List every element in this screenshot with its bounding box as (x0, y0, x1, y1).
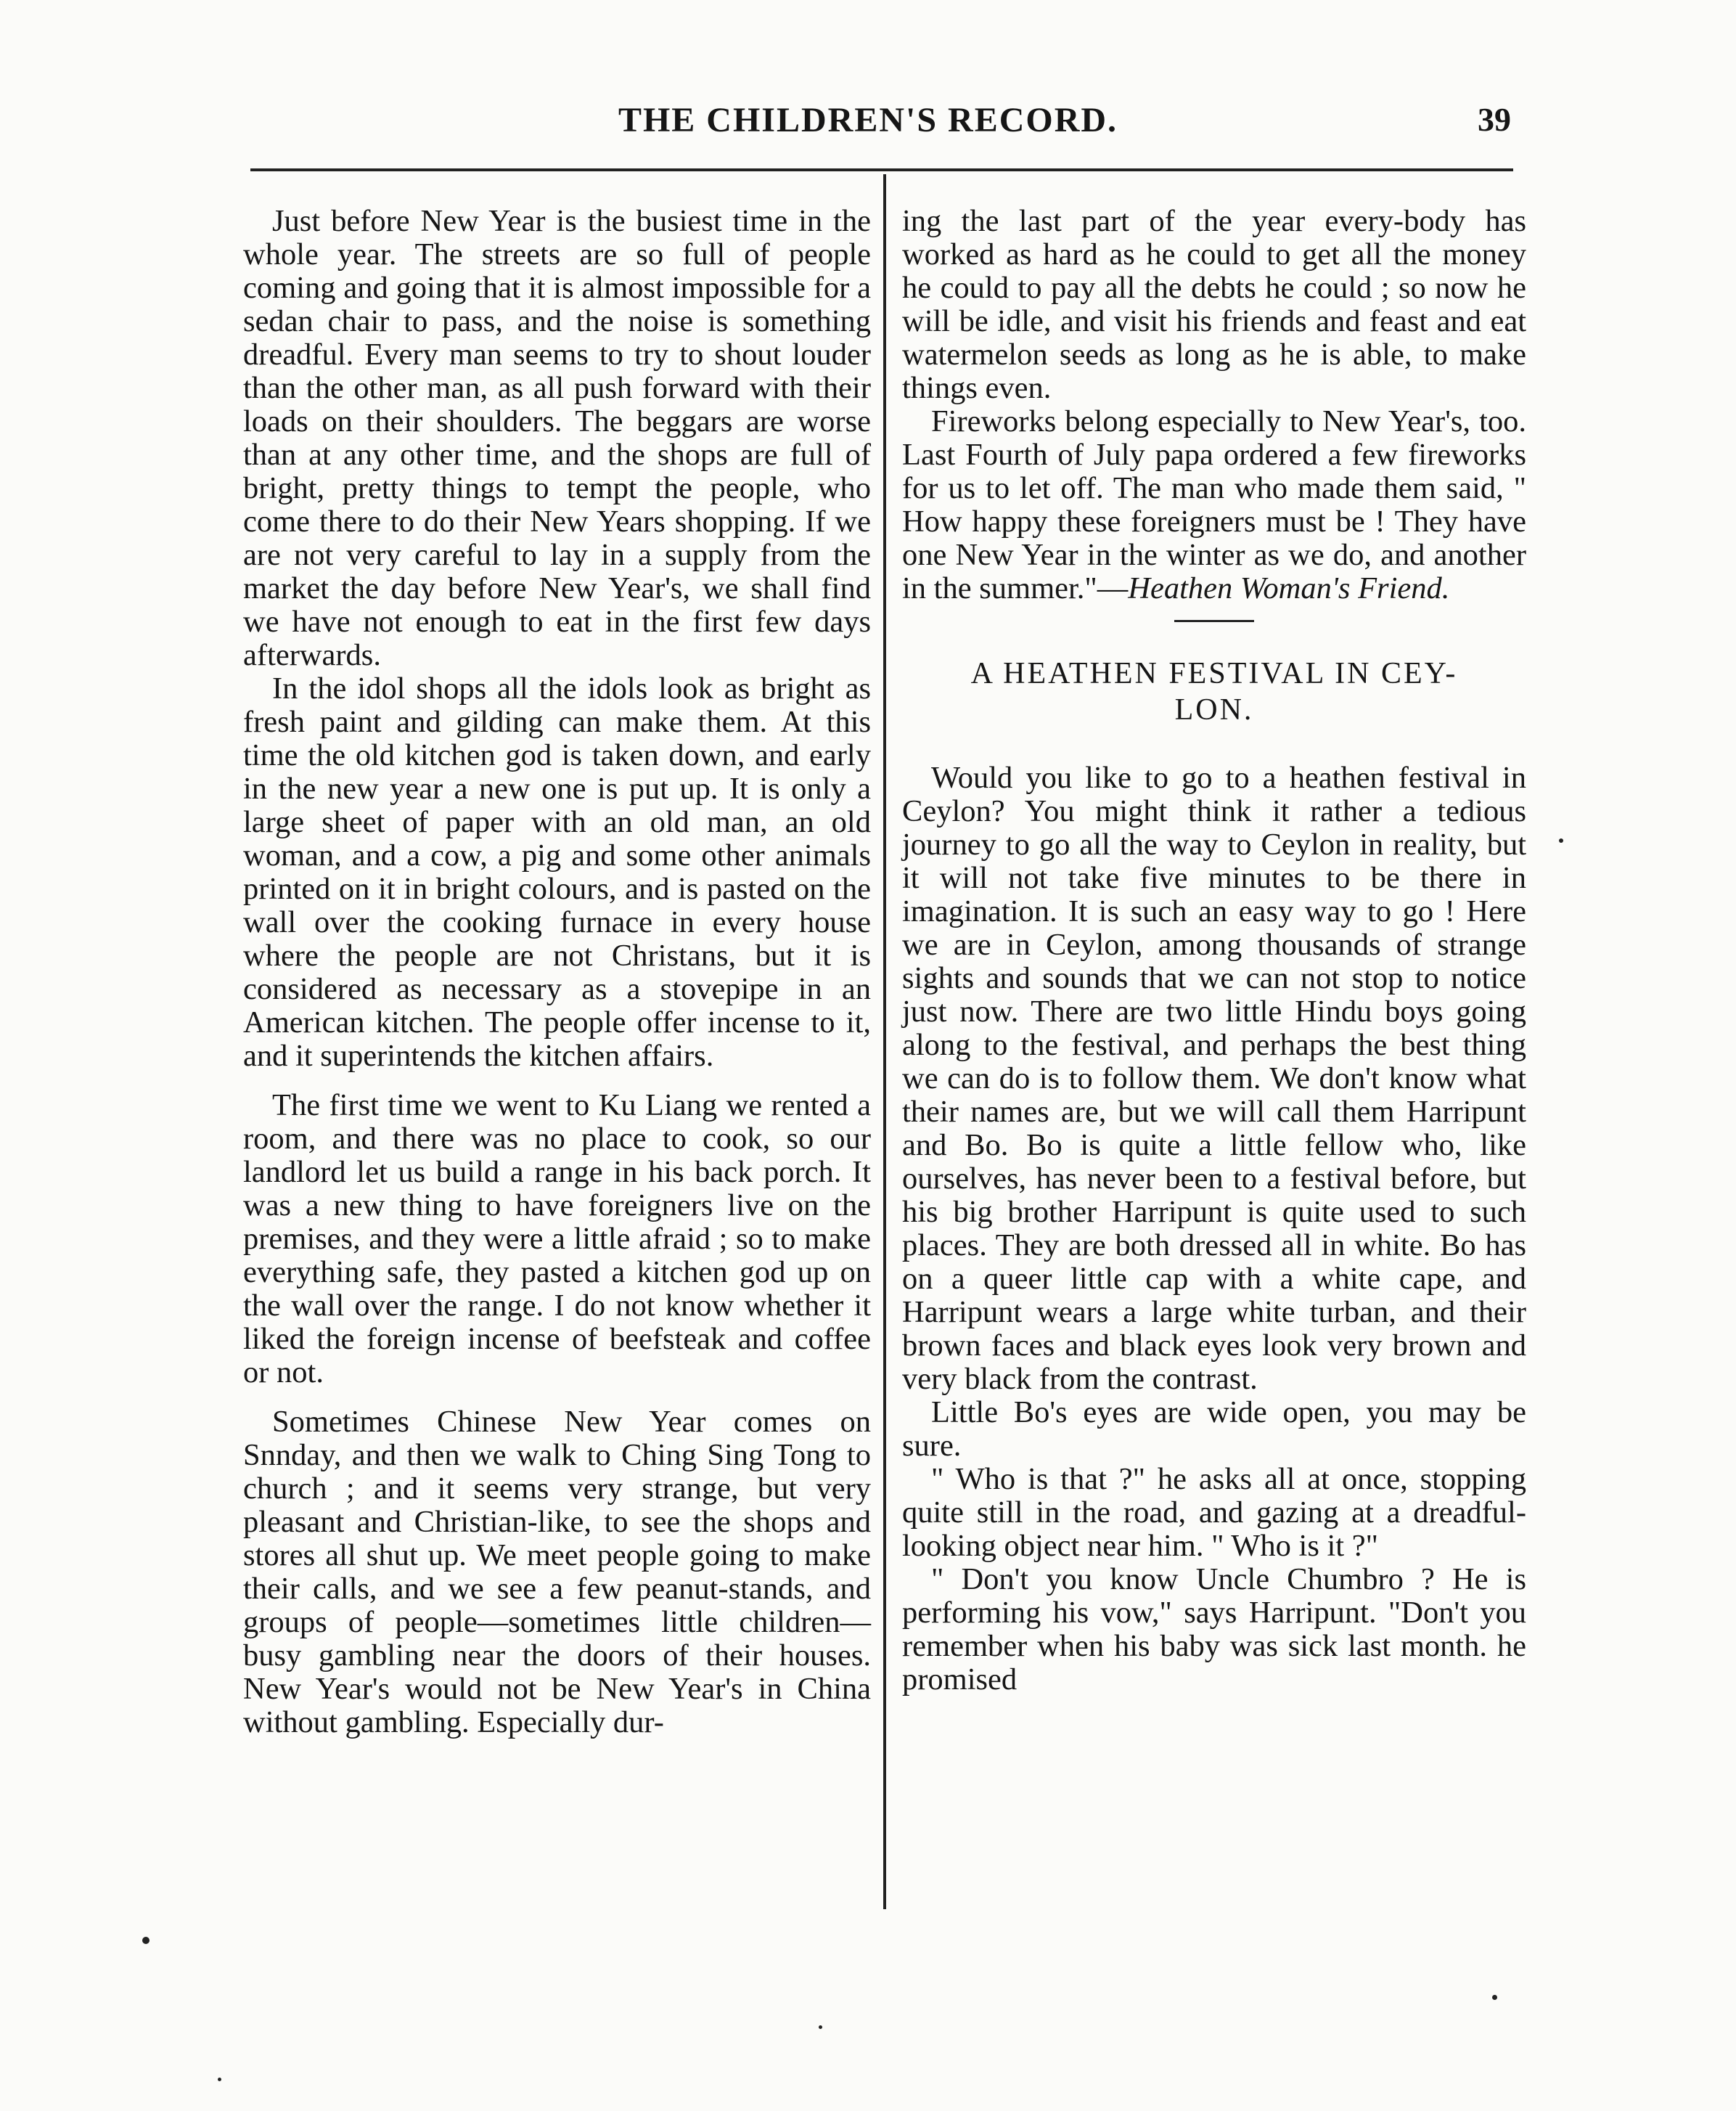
scan-speck (1492, 1995, 1497, 2000)
fireworks-paragraph (902, 405, 1526, 605)
paragraph: Would you like to go to a heathen festival in Ceylon? You might think it rather a tedious journey to go all the way to Ceylon in reality, but it will not take five minutes to be there in imagination. It is such an easy way to go ! Here we are in Ceylon, among thousands of strange sights and sounds that we can not stop to notice just now. There are two little Hindu boys going along to the festival, and perhaps the best thing we can do is to follow them. We don't know what their names are, but we will call them Harripunt and Bo. Bo is quite a little fellow who, like ourselves, has never been to a festival before, but his big brother Harripunt is quite used to such places. They are both dressed all in white. Bo has on a queer little cap with a white cape, and Harripunt wears a large white turban, and their brown faces and black eyes look very brown and very black from the contrast. (902, 761, 1526, 1396)
paragraph: The first time we went to Ku Liang we rented a room, and there was no place to cook, so our landlord let us build a range in his back porch. It was a new thing to have foreigners live on the premises, and they were a little afraid ; so to make everything safe, they pasted a kitchen god up on the wall over the range. I do not know whether it liked the foreign incense of beefsteak and coffee or not. (243, 1088, 871, 1389)
paragraph: Sometimes Chinese New Year comes on Snnday, and then we walk to Ching Sing Tong to church ; and it seems very strange, but very pleasant and Christian-like, to see the shops and stores all shut up. We meet people going to make their calls, and we see a few peanut-stands, and groups of people—sometimes little children—busy gambling near the doors of their houses. New Year's would not be New Year's in China without gambling. Especially dur- (243, 1405, 871, 1739)
column-divider (883, 174, 886, 1909)
scan-speck (218, 2078, 221, 2081)
article-heading (902, 656, 1526, 728)
scan-speck (1559, 838, 1563, 843)
source-byline: Heathen Woman's Friend. (1128, 571, 1450, 605)
right-column (902, 205, 1526, 1696)
scan-speck (819, 2025, 822, 2029)
paragraph: Little Bo's eyes are wide open, you may be sure. (902, 1395, 1526, 1463)
section-rule (1174, 620, 1254, 622)
scan-speck (142, 1937, 150, 1944)
article-heading-line-1: A HEATHEN FESTIVAL IN CEY- (970, 657, 1458, 690)
continuation-paragraph: ing the last part of the year every-body has worked as hard as he could to get all the money he could to pay all the debts he could ; so now he will be idle, and visit his friends and feast and eat watermelon seeds as long as he is able, to make things even. (902, 204, 1526, 405)
paragraph: In the idol shops all the idols look as bright as fresh paint and gilding can make them. At this time the old kitchen god is taken down, and early in the new year a new one is put up. It is only a large sheet of paper with an old man, an old woman, and a cow, a pig and some other animals printed on it in bright colours, and is pasted on the wall over the cooking furnace in every house where the people are not Christans, but it is considered as necessary as a stovepipe in an American kitchen. The people offer incense to it, and it superintends the kitchen affairs. (243, 671, 871, 1073)
running-title: THE CHILDREN'S RECORD. (618, 101, 1118, 139)
running-header (0, 100, 1736, 144)
paragraph: Just before New Year is the busiest time in the whole year. The streets are so full of people coming and going that it is almost impossible for a sedan chair to pass, and the noise is something dreadful. Every man seems to try to shout louder than the other man, as all push forward with their loads on their shoulders. The beggars are worse than at any other time, and the shops are full of bright, pretty things to tempt the people, who come there to do their New Years shopping. If we are not very careful to lay in a supply from the market the day before New Year's, we shall find we have not enough to eat in the first few days afterwards. (243, 204, 871, 672)
fireworks-text: Fireworks belong especially to New Year's, too. Last Fourth of July papa ordered a few fireworks for us to let off. The man who made them said, " How happy these foreigners must be ! They have one New Year in the winter as we do, and another in the summer."— (902, 404, 1526, 605)
left-column (243, 205, 871, 1739)
page-number: 39 (1478, 101, 1511, 138)
paragraph: " Don't you know Uncle Chumbro ? He is performing his vow," says Harripunt. "Don't you remember when his baby was sick last month. he promised (902, 1562, 1526, 1696)
article-heading-line-2: LON. (1174, 693, 1254, 727)
paragraph: " Who is that ?" he asks all at once, stopping quite still in the road, and gazing at a dreadful-looking object near him. " Who is it ?" (902, 1462, 1526, 1563)
header-rule (250, 168, 1513, 171)
